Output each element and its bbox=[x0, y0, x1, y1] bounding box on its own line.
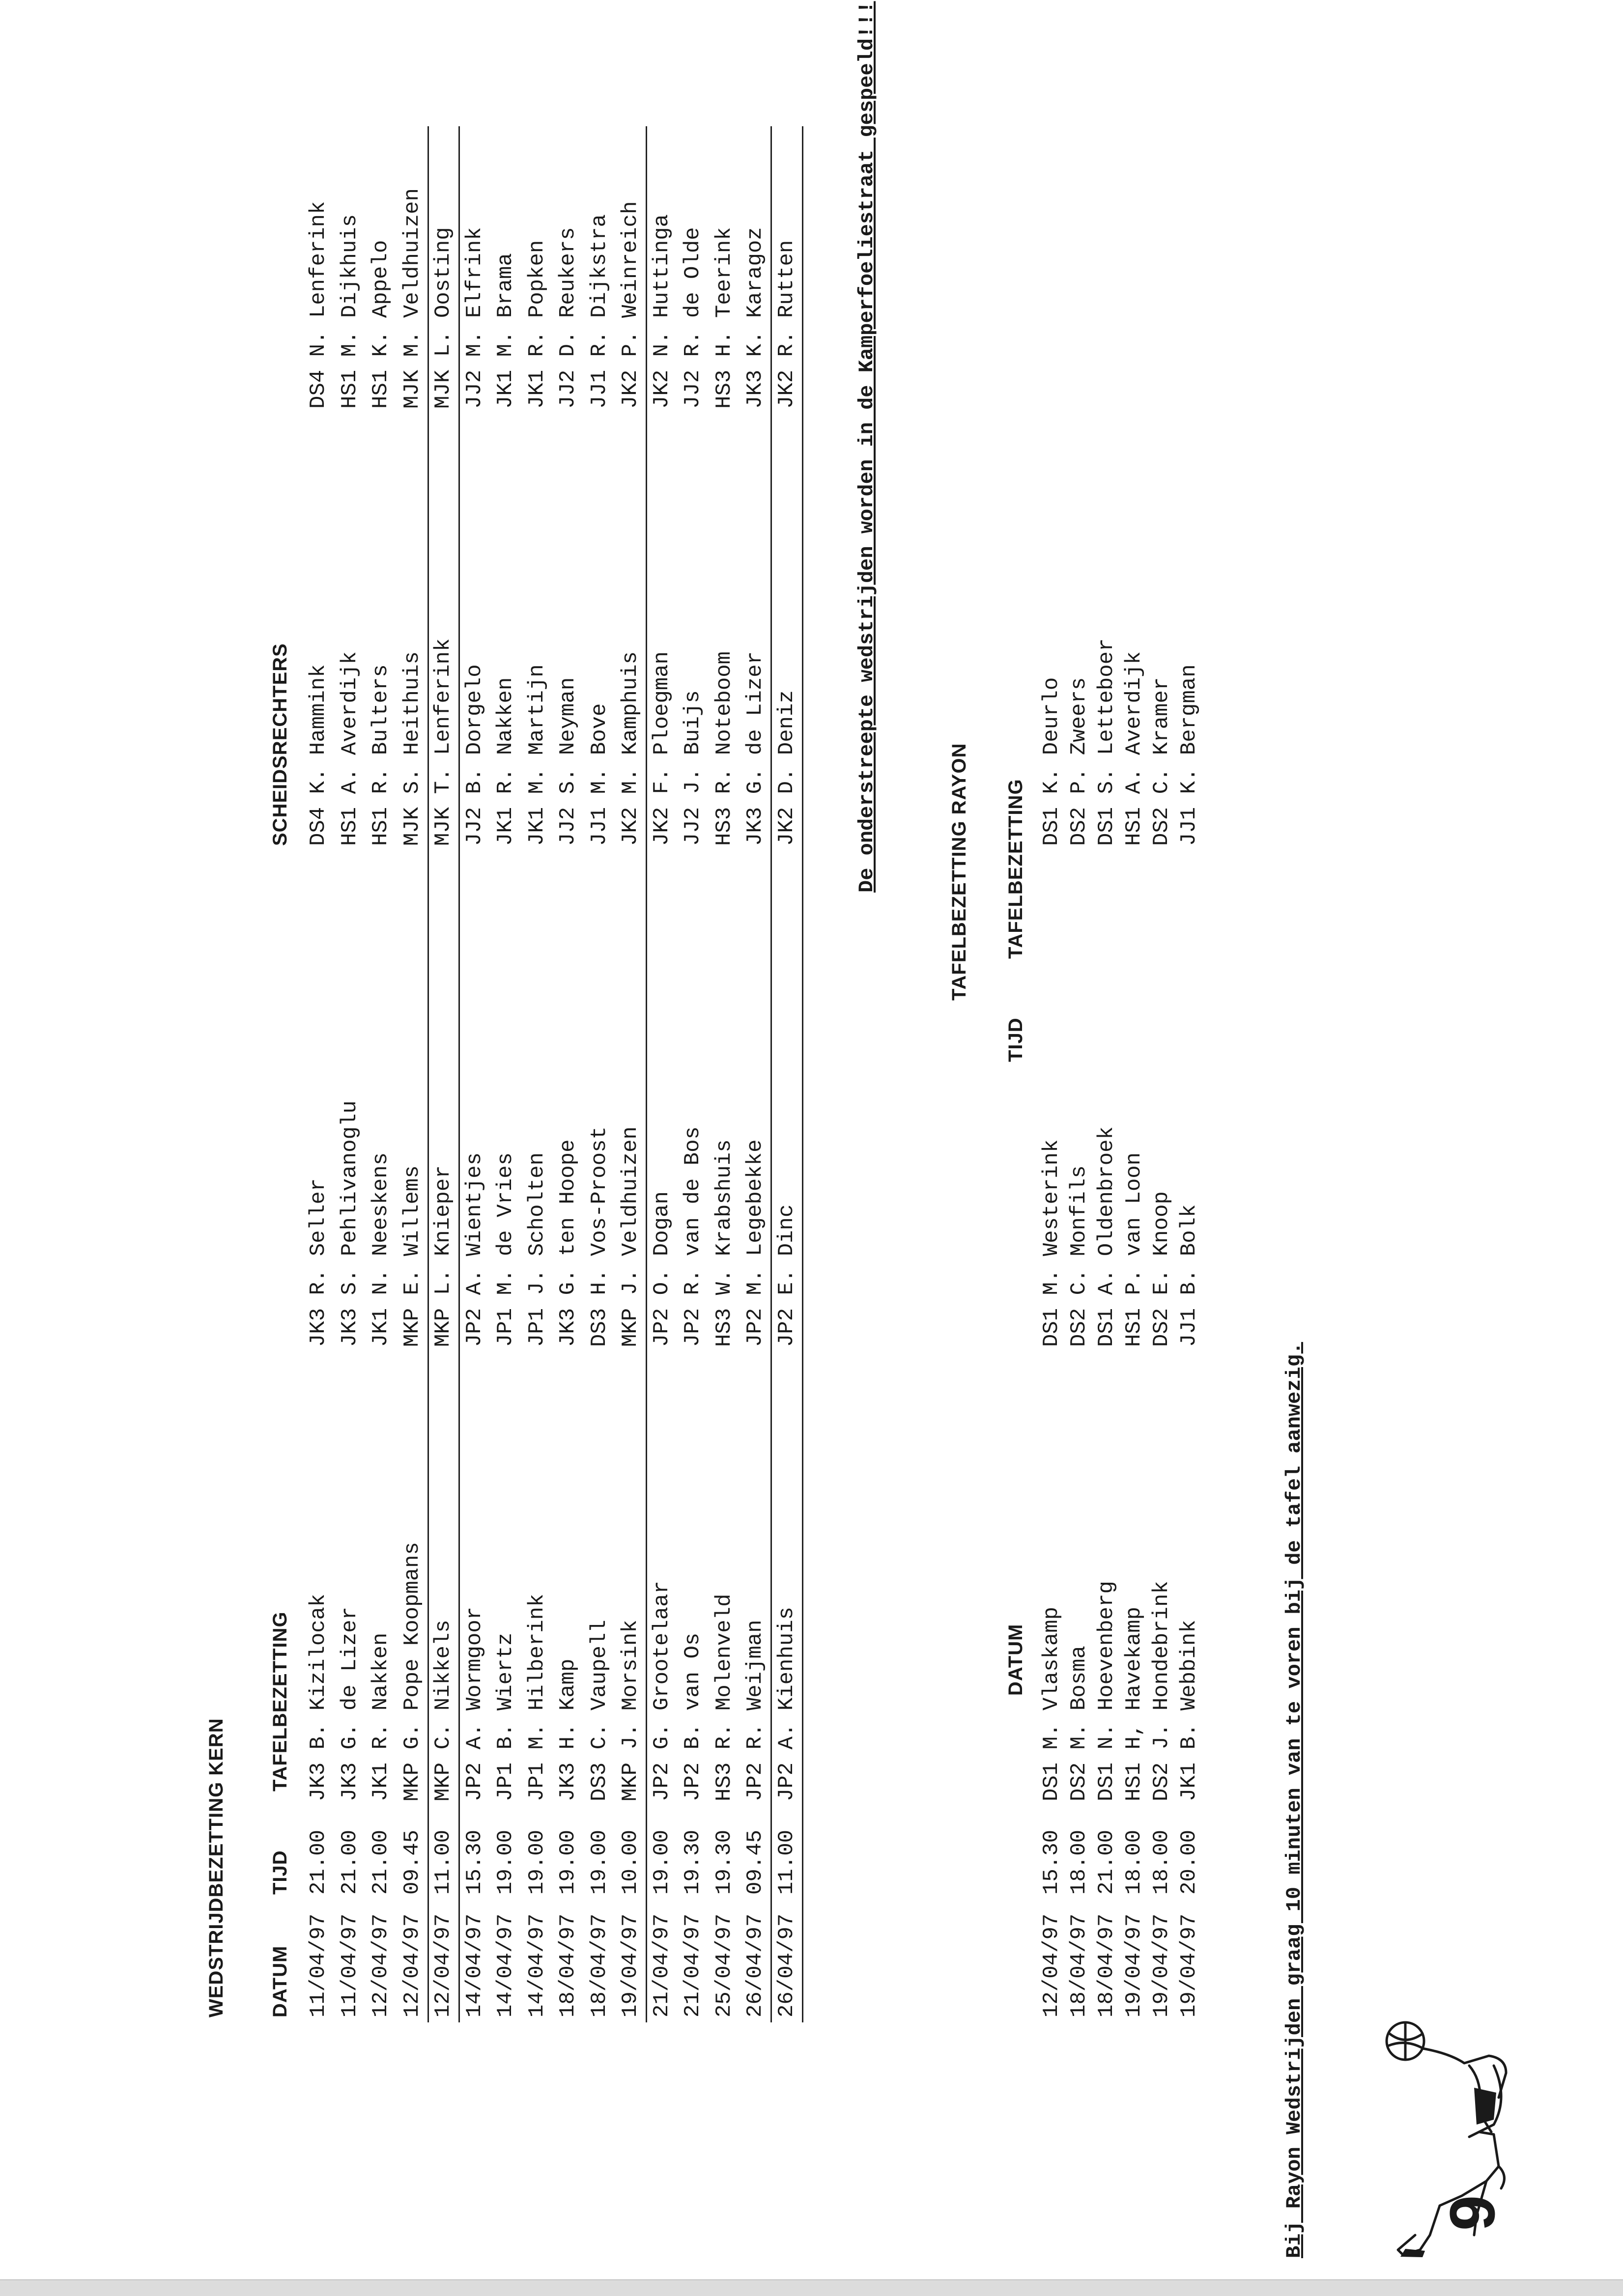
kern-cell-date: 21/04/97 bbox=[681, 1913, 705, 2017]
rayon-cell-time: 18.00 bbox=[1067, 1829, 1091, 1895]
kern-cell-t2: JP2 M. Legebekke bbox=[743, 1139, 768, 1347]
rayon-cell-t3: DS2 P. Zweers bbox=[1067, 677, 1091, 846]
kern-cell-s2: HS1 M. Dijkhuis bbox=[338, 214, 362, 409]
kern-cell-s2: JK2 R. Rutten bbox=[774, 240, 799, 409]
kern-cell-t2: JK3 S. Pehlivanoglu bbox=[338, 1100, 362, 1347]
kern-cell-t2: JP2 O. Dogan bbox=[650, 1191, 674, 1347]
kern-cell-t2: JK1 N. Neeskens bbox=[369, 1152, 393, 1347]
kern-cell-s2: JJ2 R. de Olde bbox=[681, 227, 705, 409]
rayon-note: Bij Rayon Wedstrijden graag 10 minuten van te voren bij de tafel aanwezig. bbox=[1282, 1342, 1306, 2258]
kern-cell-time: 21.00 bbox=[369, 1829, 393, 1895]
kern-cell-date: 18/04/97 bbox=[587, 1913, 612, 2017]
rayon-cell-date: 19/04/97 bbox=[1122, 1913, 1146, 2017]
rayon-cell-date: 19/04/97 bbox=[1177, 1913, 1201, 2017]
kern-cell-t1: MKP J. Morsink bbox=[618, 1620, 643, 1801]
kern-header-scheidsrechters: SCHEIDSRECHTERS bbox=[269, 643, 291, 846]
kern-table-row bbox=[710, 126, 740, 2022]
kern-table-row bbox=[553, 126, 583, 2022]
kern-header-tijd: TIJD bbox=[269, 1850, 291, 1895]
rayon-header-tafelbezetting: TAFELBEZETTING bbox=[1005, 779, 1026, 959]
rayon-title: TAFELBEZETTING RAYON bbox=[948, 743, 970, 1001]
kern-cell-s1: JK2 D. Deniz bbox=[774, 690, 799, 846]
rayon-cell-t2: JJ1 B. Bolk bbox=[1177, 1204, 1201, 1347]
kern-cell-s2: DS4 N. Lenferink bbox=[306, 201, 331, 409]
kern-cell-t2: MKP E. Willems bbox=[400, 1165, 425, 1347]
kern-cell-time: 19.00 bbox=[556, 1829, 580, 1895]
rayon-cell-time: 18.00 bbox=[1149, 1829, 1174, 1895]
kern-cell-s2: JJ2 D. Reukers bbox=[556, 227, 580, 409]
kern-cell-s1: JK2 F. Ploegman bbox=[650, 651, 674, 846]
kern-cell-s2: JK2 P. Weinreich bbox=[618, 201, 643, 409]
rayon-cell-t1: DS1 M. Vlaskamp bbox=[1039, 1606, 1064, 1801]
kern-table-row bbox=[647, 126, 677, 2022]
kern-cell-t1: JP2 G. Grootelaar bbox=[650, 1581, 674, 1801]
kern-cell-time: 19.30 bbox=[681, 1829, 705, 1895]
kern-cell-t1: JP2 B. van Os bbox=[681, 1632, 705, 1801]
kern-cell-s2: HS1 K. Appelo bbox=[369, 240, 393, 409]
kern-cell-date: 14/04/97 bbox=[525, 1913, 549, 2017]
kern-cell-date: 11/04/97 bbox=[306, 1913, 331, 2017]
kern-cell-time: 21.00 bbox=[306, 1829, 331, 1895]
rayon-cell-t2: DS1 M. Westerink bbox=[1039, 1139, 1064, 1347]
rayon-cell-t3: DS2 C. Kramer bbox=[1149, 677, 1174, 846]
rayon-cell-t3: JJ1 K. Bergman bbox=[1177, 664, 1201, 846]
kern-cell-t2: DS3 H. Vos-Proost bbox=[587, 1126, 612, 1347]
kern-table-row bbox=[335, 126, 365, 2022]
kern-cell-time: 21.00 bbox=[338, 1829, 362, 1895]
kern-cell-time: 11.00 bbox=[774, 1829, 799, 1895]
kern-table-row bbox=[772, 126, 803, 2022]
kern-cell-date: 11/04/97 bbox=[338, 1913, 362, 2017]
kern-cell-s2: HS3 H. Teerink bbox=[712, 227, 737, 409]
kern-cell-s1: JK1 R. Nakken bbox=[493, 677, 518, 846]
kern-cell-s1: JJ2 B. Dorgelo bbox=[462, 664, 487, 846]
rayon-cell-time: 21.00 bbox=[1094, 1829, 1119, 1895]
kern-cell-s1: DS4 K. Hammink bbox=[306, 664, 331, 846]
rayon-cell-t2: DS1 A. Oldenbroek bbox=[1094, 1126, 1119, 1347]
kern-cell-t1: JP1 B. Wiertz bbox=[493, 1632, 518, 1801]
kern-cell-t1: JK3 B. Kizilocak bbox=[306, 1594, 331, 1801]
kern-cell-t2: JP2 A. Wientjes bbox=[462, 1152, 487, 1347]
kern-cell-date: 14/04/97 bbox=[493, 1913, 518, 2017]
kern-table-row bbox=[304, 126, 334, 2022]
rayon-cell-t3: DS1 K. Deurlo bbox=[1039, 677, 1064, 846]
kern-cell-t2: JK3 R. Seller bbox=[306, 1178, 331, 1347]
kern-cell-s1: HS3 R. Noteboom bbox=[712, 651, 737, 846]
kern-cell-t2: JP2 E. Dinc bbox=[774, 1204, 799, 1347]
kern-cell-time: 10.00 bbox=[618, 1829, 643, 1895]
kern-cell-time: 19.00 bbox=[493, 1829, 518, 1895]
kern-cell-date: 25/04/97 bbox=[712, 1913, 737, 2017]
kern-cell-time: 15.30 bbox=[462, 1829, 487, 1895]
rayon-cell-t2: DS2 C. Monfils bbox=[1067, 1165, 1091, 1347]
kern-header-tafelbezetting: TAFELBEZETTING bbox=[269, 1611, 291, 1792]
kern-cell-t1: JK3 G. de Lizer bbox=[338, 1606, 362, 1801]
kern-cell-s1: JJ1 M. Bove bbox=[587, 703, 612, 846]
kern-cell-t1: MKP G. Pope Koopmans bbox=[400, 1541, 425, 1801]
kern-cell-t1: JK3 H. Kamp bbox=[556, 1658, 580, 1801]
kern-table-row bbox=[585, 126, 615, 2022]
rayon-cell-time: 18.00 bbox=[1122, 1829, 1146, 1895]
kern-cell-t1: JP2 A. Kienhuis bbox=[774, 1606, 799, 1801]
rayon-cell-date: 19/04/97 bbox=[1149, 1913, 1174, 2017]
kern-cell-s1: HS1 R. Bulters bbox=[369, 664, 393, 846]
kern-cell-t2: JP1 M. de Vries bbox=[493, 1152, 518, 1347]
kern-cell-time: 11.00 bbox=[431, 1829, 456, 1895]
kern-cell-t1: JP1 M. Hilberink bbox=[525, 1594, 549, 1801]
kern-cell-t1: JK1 R. Nakken bbox=[369, 1632, 393, 1801]
kern-table-row bbox=[366, 126, 396, 2022]
kern-cell-s2: JK3 K. Karagoz bbox=[743, 227, 768, 409]
kern-cell-time: 19.00 bbox=[650, 1829, 674, 1895]
kern-table-row bbox=[428, 126, 460, 2022]
kern-cell-t1: MKP C. Nikkels bbox=[431, 1620, 456, 1801]
kern-cell-t1: JP2 A. Wormgoor bbox=[462, 1606, 487, 1801]
kern-cell-t1: JP2 R. Weijman bbox=[743, 1620, 768, 1801]
kern-cell-s2: MJK M. Veldhuizen bbox=[400, 188, 425, 409]
rayon-cell-t3: HS1 A. Averdijk bbox=[1122, 651, 1146, 846]
rayon-cell-t1: DS2 J. Hondebrink bbox=[1149, 1581, 1174, 1801]
rayon-cell-t2: HS1 P. van Loon bbox=[1122, 1152, 1146, 1347]
kern-cell-s2: JK1 M. Brama bbox=[493, 253, 518, 409]
kern-table-row bbox=[491, 126, 521, 2022]
kern-cell-s1: JK1 M. Martijn bbox=[525, 664, 549, 846]
rayon-header-tijd: TIJD bbox=[1005, 1017, 1026, 1062]
kern-cell-time: 19.00 bbox=[525, 1829, 549, 1895]
kern-cell-s1: JJ2 S. Neyman bbox=[556, 677, 580, 846]
kern-cell-s1: MJK T. Lenferink bbox=[431, 638, 456, 846]
kern-cell-date: 19/04/97 bbox=[618, 1913, 643, 2017]
kern-cell-time: 09.45 bbox=[743, 1829, 768, 1895]
rayon-cell-time: 15.30 bbox=[1039, 1829, 1064, 1895]
kern-cell-date: 21/04/97 bbox=[650, 1913, 674, 2017]
page-number: 9 bbox=[1436, 2195, 1509, 2231]
kern-cell-date: 26/04/97 bbox=[743, 1913, 768, 2017]
kern-cell-s1: JK2 M. Kamphuis bbox=[618, 651, 643, 846]
kern-cell-s1: JK3 G. de Lizer bbox=[743, 651, 768, 846]
kern-cell-date: 12/04/97 bbox=[431, 1913, 456, 2017]
rayon-cell-t1: DS1 N. Hoevenberg bbox=[1094, 1581, 1119, 1801]
kern-table-row bbox=[740, 126, 772, 2022]
rayon-cell-t1: JK1 B. Webbink bbox=[1177, 1620, 1201, 1801]
kern-cell-s2: JJ1 R. Dijkstra bbox=[587, 214, 612, 409]
kern-cell-date: 14/04/97 bbox=[462, 1913, 487, 2017]
kern-title: WEDSTRIJDBEZETTING KERN bbox=[205, 1718, 227, 2017]
kern-cell-t2: MKP J. Veldhuizen bbox=[618, 1126, 643, 1347]
kern-cell-s2: JK1 R. Popken bbox=[525, 240, 549, 409]
kern-cell-t2: JP1 J. Scholten bbox=[525, 1152, 549, 1347]
rayon-cell-date: 18/04/97 bbox=[1067, 1913, 1091, 2017]
kern-cell-t2: JK3 G. ten Hoope bbox=[556, 1139, 580, 1347]
kern-table-row bbox=[522, 126, 552, 2022]
kern-cell-s2: JJ2 M. Elfrink bbox=[462, 227, 487, 409]
rayon-cell-t3: DS1 S. Letteboer bbox=[1094, 638, 1119, 846]
rayon-cell-date: 12/04/97 bbox=[1039, 1913, 1064, 2017]
kern-cell-t1: HS3 R. Molenveld bbox=[712, 1594, 737, 1801]
kern-table-row bbox=[616, 126, 647, 2022]
kern-table-row bbox=[398, 126, 429, 2022]
kern-table-row bbox=[460, 126, 490, 2022]
kern-cell-t2: HS3 W. Krabshuis bbox=[712, 1139, 737, 1347]
rayon-cell-t2: DS2 E. Knoop bbox=[1149, 1191, 1174, 1347]
rayon-cell-t1: HS1 H, Havekamp bbox=[1122, 1606, 1146, 1801]
kern-cell-date: 18/04/97 bbox=[556, 1913, 580, 2017]
kern-cell-t2: JP2 R. van de Bos bbox=[681, 1126, 705, 1347]
scan-footer-band bbox=[0, 2279, 1623, 2296]
kern-cell-s1: JJ2 J. Buijs bbox=[681, 690, 705, 846]
kern-cell-date: 26/04/97 bbox=[774, 1913, 799, 2017]
kern-cell-date: 12/04/97 bbox=[369, 1913, 393, 2017]
rayon-cell-date: 18/04/97 bbox=[1094, 1913, 1119, 2017]
kern-cell-time: 19.00 bbox=[587, 1829, 612, 1895]
kern-cell-s1: MJK S. Heithuis bbox=[400, 651, 425, 846]
rayon-header-datum: DATUM bbox=[1005, 1624, 1026, 1696]
kern-cell-s1: HS1 A. Averdijk bbox=[338, 651, 362, 846]
kern-cell-s2: MJK L. Oosting bbox=[431, 227, 456, 409]
kern-cell-time: 19.30 bbox=[712, 1829, 737, 1895]
rayon-cell-time: 20.00 bbox=[1177, 1829, 1201, 1895]
kern-cell-date: 12/04/97 bbox=[400, 1913, 425, 2017]
kern-cell-t1: DS3 C. Vaupell bbox=[587, 1620, 612, 1801]
kern-header-datum: DATUM bbox=[269, 1945, 291, 2017]
kern-table-row bbox=[678, 126, 708, 2022]
kern-cell-time: 09.45 bbox=[400, 1829, 425, 1895]
rayon-cell-t1: DS2 M. Bosma bbox=[1067, 1646, 1091, 1801]
kern-cell-s2: JK2 N. Huttinga bbox=[650, 214, 674, 409]
kern-note: De onderstreepte wedstrijden worden in de Kamperfoeliestraat gespeeld!!! bbox=[855, 1, 879, 893]
kern-cell-t2: MKP L. Knieper bbox=[431, 1165, 456, 1347]
